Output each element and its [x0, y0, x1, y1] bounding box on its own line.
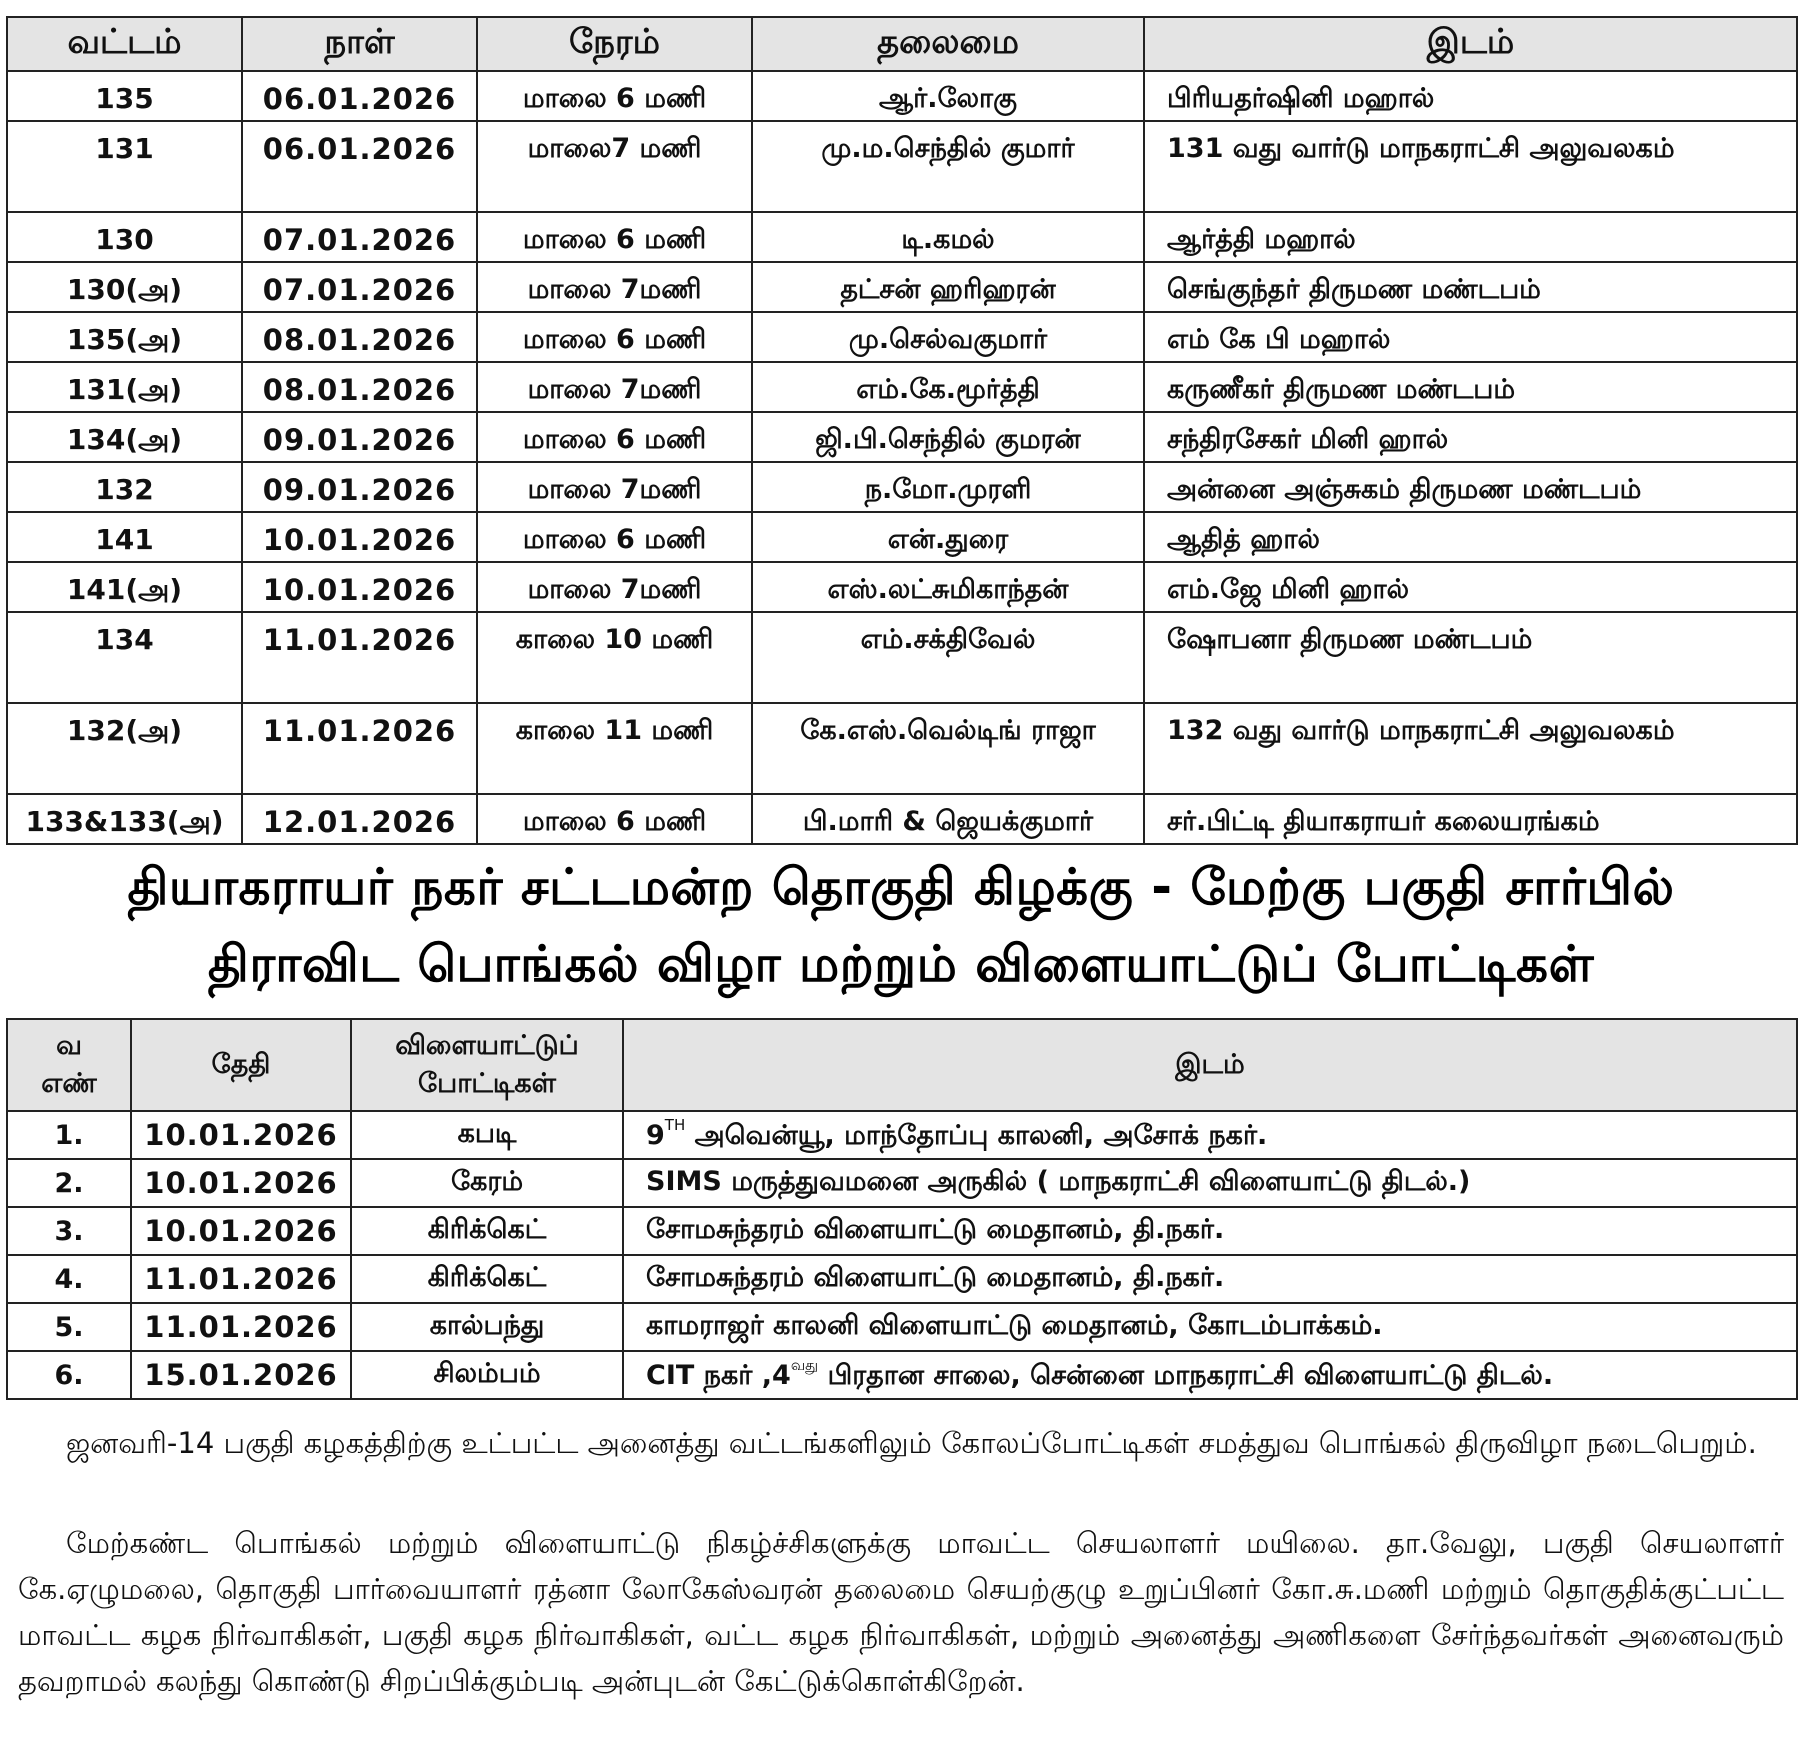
place-cell: ஆதித் ஹால்	[1144, 512, 1797, 562]
sport-name-cell: கேரம்	[351, 1159, 623, 1207]
place-cell: சர்.பிட்டி தியாகராயர் கலையரங்கம்	[1144, 794, 1797, 844]
sport-row	[7, 1111, 1797, 1159]
serial-cell: 4.	[7, 1255, 131, 1303]
date-cell: 10.01.2026	[242, 562, 477, 612]
sport-place-cell	[623, 1303, 1797, 1351]
header-date: நாள்	[242, 17, 477, 71]
date-cell: 08.01.2026	[242, 312, 477, 362]
meeting-row	[7, 71, 1797, 121]
ward-cell: 135	[7, 71, 242, 121]
paragraph-kolam-notice: ஜனவரி-14 பகுதி கழகத்திற்கு உட்பட்ட அனைத்து வட்டங்களிலும் கோலப்போட்டிகள் சமத்துவ பொங்கல் திருவிழா நடைபெறும்.	[66, 1426, 1757, 1460]
place-text-rest: பிரதான சாலை, சென்னை மாநகராட்சி விளையாட்டு திடல்.	[818, 1359, 1554, 1391]
place-cell: கருணீகர் திருமண மண்டபம்	[1144, 362, 1797, 412]
place-cell: எம்.ஜே மினி ஹால்	[1144, 562, 1797, 612]
sport-date-cell: 10.01.2026	[131, 1159, 351, 1207]
ward-cell: 131	[7, 121, 242, 212]
lead-cell: மு.ம.செந்தில் குமார்	[752, 121, 1144, 212]
sport-place-cell	[623, 1111, 1797, 1159]
header-lead: தலைமை	[752, 17, 1144, 71]
header-sport-name-text: விளையாட்டுப் போட்டிகள்	[395, 1030, 579, 1099]
sport-date-cell: 15.01.2026	[131, 1351, 351, 1399]
place-text: காமராஜர் காலனி விளையாட்டு மைதானம், கோடம்பாக்கம்.	[646, 1309, 1383, 1341]
date-cell: 06.01.2026	[242, 121, 477, 212]
place-text-rest: அவென்யூ, மாந்தோப்பு காலனி, அசோக் நகர்.	[685, 1119, 1268, 1151]
sport-name-cell: சிலம்பம்	[351, 1351, 623, 1399]
serial-cell: 5.	[7, 1303, 131, 1351]
header-time: நேரம்	[477, 17, 752, 71]
date-cell: 06.01.2026	[242, 71, 477, 121]
meeting-row	[7, 121, 1797, 212]
place-text: 9	[646, 1119, 665, 1151]
date-cell: 12.01.2026	[242, 794, 477, 844]
sport-place-cell	[623, 1207, 1797, 1255]
date-cell: 10.01.2026	[242, 512, 477, 562]
place-cell: ஷோபனா திருமண மண்டபம்	[1144, 612, 1797, 703]
sport-date-cell: 11.01.2026	[131, 1303, 351, 1351]
lead-cell: டி.கமல்	[752, 212, 1144, 262]
time-cell: காலை 11 மணி	[477, 703, 752, 794]
meeting-row	[7, 362, 1797, 412]
meeting-row	[7, 612, 1797, 703]
ward-cell: 132	[7, 462, 242, 512]
meetings-header-row	[7, 17, 1797, 71]
ward-cell: 141	[7, 512, 242, 562]
lead-cell: கே.எஸ்.வெல்டிங் ராஜா	[752, 703, 1144, 794]
ward-cell: 134(அ)	[7, 412, 242, 462]
sports-header-row	[7, 1019, 1797, 1111]
meetings-table	[6, 16, 1798, 845]
date-cell: 09.01.2026	[242, 462, 477, 512]
meeting-row	[7, 703, 1797, 794]
place-cell: எம் கே பி மஹால்	[1144, 312, 1797, 362]
time-cell: காலை 10 மணி	[477, 612, 752, 703]
header-sport-place: இடம்	[623, 1019, 1797, 1111]
date-cell: 09.01.2026	[242, 412, 477, 462]
lead-cell: எம்.கே.மூர்த்தி	[752, 362, 1144, 412]
time-cell: மாலை 6 மணி	[477, 312, 752, 362]
place-text: சோமசுந்தரம் விளையாட்டு மைதானம், தி.நகர்.	[646, 1213, 1225, 1245]
ward-cell: 141(அ)	[7, 562, 242, 612]
time-cell: மாலை 6 மணி	[477, 512, 752, 562]
sport-name-cell: கிரிக்கெட்	[351, 1255, 623, 1303]
serial-cell: 3.	[7, 1207, 131, 1255]
place-text: சோமசுந்தரம் விளையாட்டு மைதானம், தி.நகர்.	[646, 1261, 1225, 1293]
lead-cell: ஜி.பி.செந்தில் குமரன்	[752, 412, 1144, 462]
header-place: இடம்	[1144, 17, 1797, 71]
time-cell: மாலை 6 மணி	[477, 794, 752, 844]
time-cell: மாலை7 மணி	[477, 121, 752, 212]
sport-place-cell	[623, 1159, 1797, 1207]
time-cell: மாலை 6 மணி	[477, 212, 752, 262]
sport-name-cell: கபடி	[351, 1111, 623, 1159]
date-cell: 11.01.2026	[242, 703, 477, 794]
lead-cell: ந.மோ.முரளி	[752, 462, 1144, 512]
sport-place-cell	[623, 1255, 1797, 1303]
ward-cell: 133&133(அ)	[7, 794, 242, 844]
place-text: SIMS மருத்துவமனை அருகில் ( மாநகராட்சி விளையாட்டு திடல்.)	[646, 1165, 1471, 1197]
time-cell: மாலை 7மணி	[477, 462, 752, 512]
lead-cell: என்.துரை	[752, 512, 1144, 562]
sport-row	[7, 1255, 1797, 1303]
ward-cell: 130	[7, 212, 242, 262]
place-cell: பிரியதர்ஷினி மஹால்	[1144, 71, 1797, 121]
lead-cell: மு.செல்வகுமார்	[752, 312, 1144, 362]
ward-cell: 134	[7, 612, 242, 703]
lead-cell: எஸ்.லட்சுமிகாந்தன்	[752, 562, 1144, 612]
time-cell: மாலை 7மணி	[477, 562, 752, 612]
header-serial-no-text: வ எண்	[41, 1030, 97, 1099]
ward-cell: 132(அ)	[7, 703, 242, 794]
lead-cell: எம்.சக்திவேல்	[752, 612, 1144, 703]
meeting-row	[7, 562, 1797, 612]
sport-place-cell	[623, 1351, 1797, 1399]
place-cell: ஆர்த்தி மஹால்	[1144, 212, 1797, 262]
sport-date-cell: 11.01.2026	[131, 1255, 351, 1303]
header-ward: வட்டம்	[7, 17, 242, 71]
headline-line-1: தியாகராயர் நகர் சட்டமன்ற தொகுதி கிழக்கு - மேற்கு பகுதி சார்பில்	[127, 858, 1675, 916]
place-cell: அன்னை அஞ்சுகம் திருமண மண்டபம்	[1144, 462, 1797, 512]
sport-row	[7, 1303, 1797, 1351]
meeting-row	[7, 312, 1797, 362]
date-cell: 07.01.2026	[242, 262, 477, 312]
sport-row	[7, 1207, 1797, 1255]
time-cell: மாலை 7மணி	[477, 362, 752, 412]
place-superscript: TH	[664, 1115, 686, 1134]
lead-cell: பி.மாரி & ஜெயக்குமார்	[752, 794, 1144, 844]
date-cell: 07.01.2026	[242, 212, 477, 262]
paragraph-invitation: மேற்கண்ட பொங்கல் மற்றும் விளையாட்டு நிகழ்ச்சிகளுக்கு மாவட்ட செயலாளர் மயிலை. தா.வேலு, பகுதி செயலாளர் கே.ஏழுமலை, தொகுதி பார்வையாளர் ரத்னா லோகேஸ்வரன் தலைமை செயற்குழு உறுப்பினர் கோ.சு.மணி மற்றும் தொகுதிக்குட்பட்ட மாவட்ட கழக நிர்வாகிகள், பகுதி கழக நிர்வாகிகள், வட்ட கழக நிர்வாகிகள், மற்றும் அனைத்து அணிகளை சேர்ந்தவர்கள் அனைவரும் தவறாமல் கலந்து கொண்டு சிறப்பிக்கும்படி அன்புடன் கேட்டுக்கொள்கிறேன்.	[18, 1526, 1784, 1698]
serial-cell: 2.	[7, 1159, 131, 1207]
lead-cell: ஆர்.லோகு	[752, 71, 1144, 121]
headline-line-2: திராவிட பொங்கல் விழா மற்றும் விளையாட்டுப் போட்டிகள்	[207, 935, 1595, 993]
time-cell: மாலை 7மணி	[477, 262, 752, 312]
place-cell: 131 வது வார்டு மாநகராட்சி அலுவலகம்	[1144, 121, 1797, 212]
time-cell: மாலை 6 மணி	[477, 71, 752, 121]
meeting-row	[7, 794, 1797, 844]
ward-cell: 135(அ)	[7, 312, 242, 362]
header-sport-date: தேதி	[131, 1019, 351, 1111]
meeting-row	[7, 212, 1797, 262]
place-cell: சந்திரசேகர் மினி ஹால்	[1144, 412, 1797, 462]
serial-cell: 6.	[7, 1351, 131, 1399]
meeting-row	[7, 262, 1797, 312]
place-cell: 132 வது வார்டு மாநகராட்சி அலுவலகம்	[1144, 703, 1797, 794]
sports-table	[6, 1018, 1798, 1400]
meeting-row	[7, 512, 1797, 562]
meeting-row	[7, 462, 1797, 512]
sport-row	[7, 1159, 1797, 1207]
header-sport-name	[351, 1019, 623, 1111]
sport-date-cell: 10.01.2026	[131, 1111, 351, 1159]
date-cell: 11.01.2026	[242, 612, 477, 703]
date-cell: 08.01.2026	[242, 362, 477, 412]
place-text: CIT நகர் ,4	[646, 1359, 791, 1391]
header-serial-no	[7, 1019, 131, 1111]
ward-cell: 131(அ)	[7, 362, 242, 412]
place-superscript: வது	[790, 1355, 819, 1374]
sport-name-cell: கிரிக்கெட்	[351, 1207, 623, 1255]
ward-cell: 130(அ)	[7, 262, 242, 312]
lead-cell: தட்சன் ஹரிஹரன்	[752, 262, 1144, 312]
time-cell: மாலை 6 மணி	[477, 412, 752, 462]
sport-date-cell: 10.01.2026	[131, 1207, 351, 1255]
meeting-row	[7, 412, 1797, 462]
sport-row	[7, 1351, 1797, 1399]
place-cell: செங்குந்தர் திருமண மண்டபம்	[1144, 262, 1797, 312]
sport-name-cell: கால்பந்து	[351, 1303, 623, 1351]
serial-cell: 1.	[7, 1111, 131, 1159]
